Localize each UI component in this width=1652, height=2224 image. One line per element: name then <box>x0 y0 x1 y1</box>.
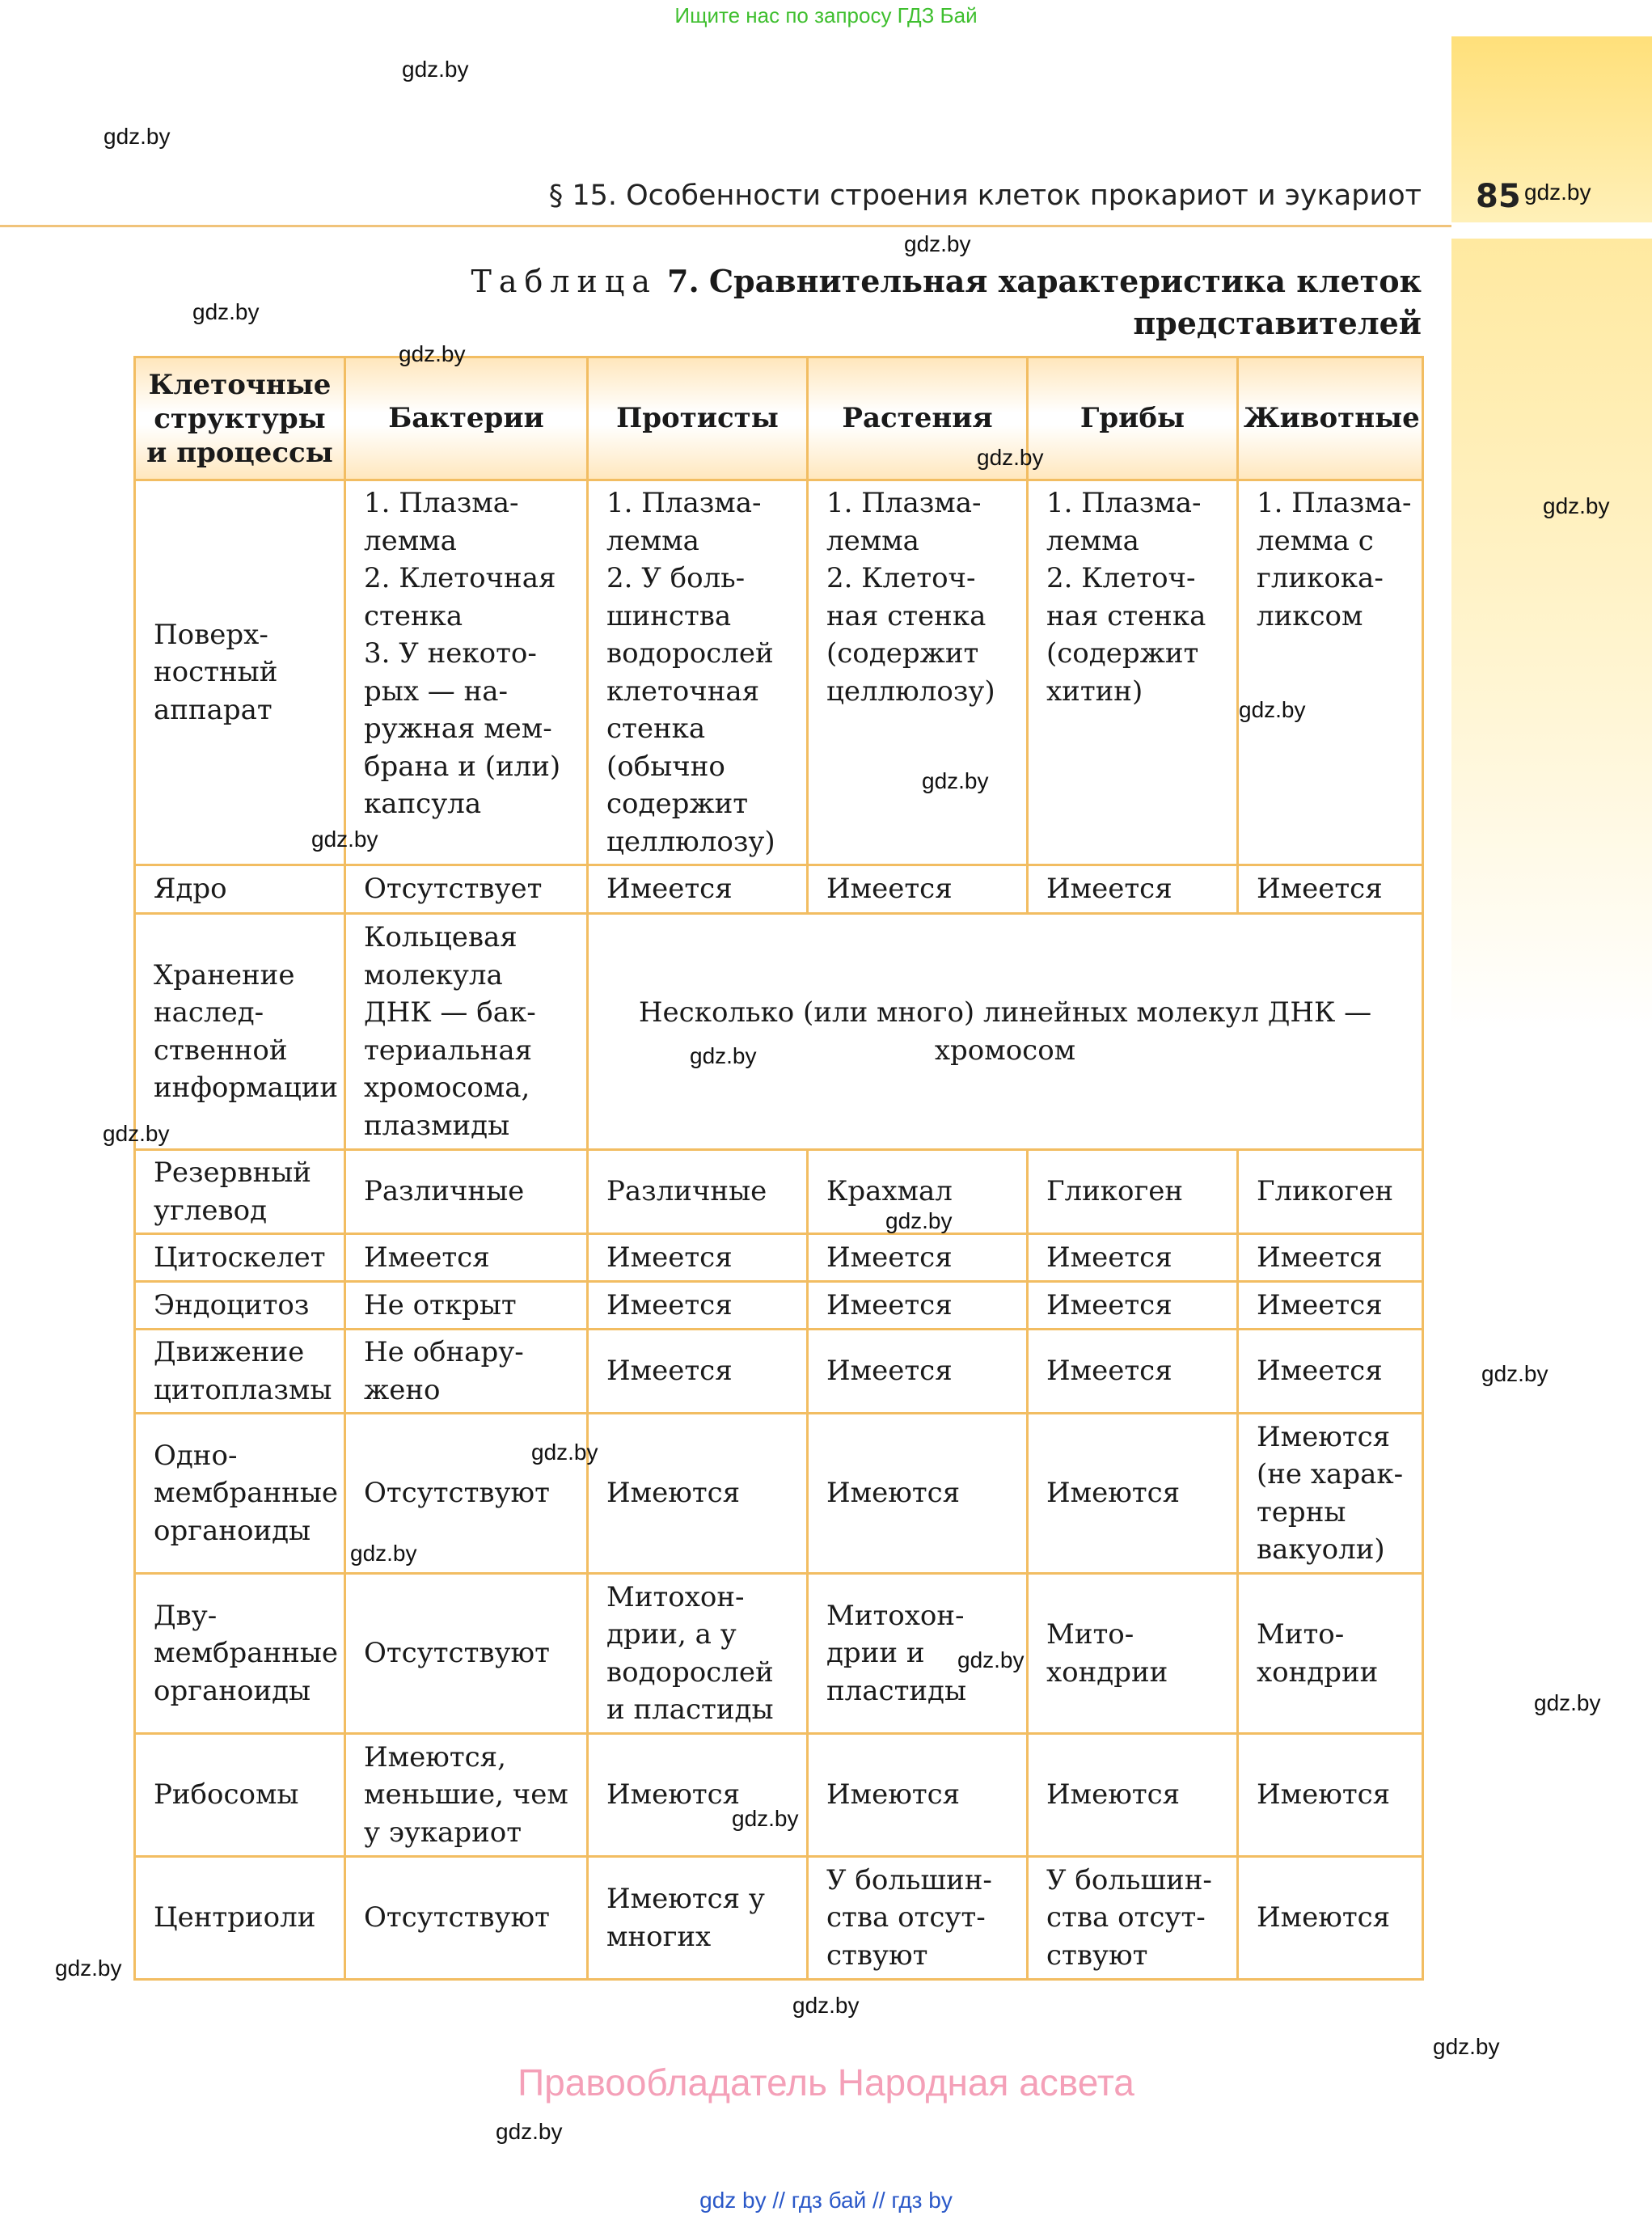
watermark-text: gdz.by <box>350 1541 417 1566</box>
table-header-row <box>135 357 1423 480</box>
table-cell: 1. Плазма- лемма с гликока- ликсом <box>1238 480 1423 865</box>
table-cell: Не открыт <box>345 1282 588 1330</box>
table-cell: Имеется <box>1028 1234 1238 1282</box>
table-cell: Имеются <box>808 1414 1028 1574</box>
table-cell: Гликоген <box>1238 1150 1423 1234</box>
watermark-text: gdz.by <box>1481 1361 1548 1386</box>
watermark-text: gdz.by <box>690 1043 757 1068</box>
table-cell: Имеется <box>345 1234 588 1282</box>
watermark-text: gdz.by <box>311 827 378 852</box>
top-banner: Ищите нас по запросу ГДЗ Бай <box>674 3 978 27</box>
caption-label: Таблица <box>471 264 657 299</box>
header-fungi: Грибы <box>1028 357 1238 480</box>
table-cell: Имеются <box>1238 1734 1423 1857</box>
watermark-text: gdz.by <box>1433 2034 1500 2059</box>
table-cell: Движение цитоплазмы <box>135 1330 345 1414</box>
watermark-text: gdz.by <box>402 57 469 82</box>
table-cell: 1. Плазма- лемма 2. У боль- шинства водорослей клеточная стенка (обычно содержит целлюлозу) <box>588 480 808 865</box>
table-row <box>135 1150 1423 1234</box>
table-row <box>135 1234 1423 1282</box>
table-cell: Имеется <box>808 865 1028 914</box>
table-cell: Имеется <box>1028 865 1238 914</box>
header-plants: Растения <box>808 357 1028 480</box>
table-cell: Имеется <box>1238 1282 1423 1330</box>
table-cell: Имеются <box>588 1414 808 1574</box>
table-row <box>135 1414 1423 1574</box>
bottom-links[interactable]: gdz by // гдз бай // гдз by <box>699 2188 953 2213</box>
watermark-text: gdz.by <box>531 1440 598 1465</box>
table-cell: Хранение наслед- ственной информации <box>135 914 345 1150</box>
watermark-text: gdz.by <box>792 1993 860 2018</box>
table-cell: Имеется <box>1238 1330 1423 1414</box>
table-cell: Имеется <box>588 1330 808 1414</box>
watermark-text: gdz.by <box>1543 493 1610 518</box>
table-cell: Имеется <box>808 1282 1028 1330</box>
watermark-text: gdz.by <box>192 299 260 324</box>
header-protists: Протисты <box>588 357 808 480</box>
header-bacteria: Бактерии <box>345 357 588 480</box>
caption-number: 7. <box>667 263 699 299</box>
table-cell: Имеется <box>588 1234 808 1282</box>
table-cell: Имеются <box>808 1734 1028 1857</box>
table-cell: Имеются (не харак- терны вакуоли) <box>1238 1414 1423 1574</box>
table-cell: Отсутствуют <box>345 1574 588 1734</box>
table-row <box>135 480 1423 865</box>
table-cell: Имеются, меньшие, чем у эукариот <box>345 1734 588 1857</box>
section-title: § 15. Особенности строения клеток прокариот и эукариот <box>548 180 1422 212</box>
table-cell: Отсутствует <box>345 865 588 914</box>
table-cell: Резервный углевод <box>135 1150 345 1234</box>
table-row <box>135 1282 1423 1330</box>
watermark-text: gdz.by <box>957 1647 1025 1672</box>
header-rule <box>0 225 1451 227</box>
table-cell: Имеется <box>1238 1234 1423 1282</box>
table-cell: Кольцевая молекула ДНК — бак- териальная хромосома, плазмиды <box>345 914 588 1150</box>
table-cell: Имеются у многих <box>588 1857 808 1980</box>
table-cell: У большин- ства отсут- ствуют <box>1028 1857 1238 1980</box>
table-cell: Ядро <box>135 865 345 914</box>
table-cell: Митохон- дрии и пластиды <box>808 1574 1028 1734</box>
table-cell: Имеются <box>1028 1734 1238 1857</box>
caption-title-line1: Сравнительная характеристика клеток представителей <box>708 263 1422 341</box>
table-cell: Различные <box>345 1150 588 1234</box>
page-margin-strip <box>1451 239 1652 1031</box>
table-cell: Имеется <box>1028 1330 1238 1414</box>
table-row <box>135 914 1423 1150</box>
table-cell: Рибосомы <box>135 1734 345 1857</box>
watermark-text: gdz.by <box>1239 697 1306 722</box>
table-cell: Центриоли <box>135 1857 345 1980</box>
table-cell: Цитоскелет <box>135 1234 345 1282</box>
table-cell: Гликоген <box>1028 1150 1238 1234</box>
watermark-text: gdz.by <box>1534 1690 1601 1715</box>
table-row <box>135 865 1423 914</box>
watermark-text: gdz.by <box>922 768 989 793</box>
table-cell: 1. Плазма- лемма 2. Клеточ- ная стенка (содержит целлюлозу) <box>808 480 1028 865</box>
table-cell: Имеются <box>1238 1857 1423 1980</box>
table-cell: Имеется <box>808 1330 1028 1414</box>
table-cell: Поверх- ностный аппарат <box>135 480 345 865</box>
table-cell: Имеются <box>588 1734 808 1857</box>
table-cell: Имеется <box>588 865 808 914</box>
table-cell-merged: Несколько (или много) линейных молекул ДНК — хромосом <box>588 914 1423 1150</box>
table-cell: Имеется <box>808 1234 1028 1282</box>
table-cell: Имеется <box>588 1282 808 1330</box>
watermark-text: gdz.by <box>732 1806 799 1831</box>
header-animals: Животные <box>1238 357 1423 480</box>
table-cell: Отсутствуют <box>345 1857 588 1980</box>
table-cell: Не обнару- жено <box>345 1330 588 1414</box>
watermark-text: gdz.by <box>1524 180 1591 205</box>
table-cell: Мито- хондрии <box>1238 1574 1423 1734</box>
watermark-text: gdz.by <box>496 2119 563 2144</box>
table-cell: Имеется <box>1028 1282 1238 1330</box>
table-cell: 1. Плазма- лемма 2. Клеточ- ная стенка (содержит хитин) <box>1028 480 1238 865</box>
comparison-table <box>133 356 1424 1981</box>
table-cell: Дву- мембранные органоиды <box>135 1574 345 1734</box>
watermark-text: gdz.by <box>977 445 1044 470</box>
table-row <box>135 1734 1423 1857</box>
table-cell: Имеются <box>1028 1414 1238 1574</box>
table-cell: Имеется <box>1238 865 1423 914</box>
table-cell: Различные <box>588 1150 808 1234</box>
watermark-text: gdz.by <box>104 124 171 149</box>
table-cell: Крахмал <box>808 1150 1028 1234</box>
header-structures: Клеточные структуры и процессы <box>135 357 345 480</box>
watermark-text: gdz.by <box>399 341 466 366</box>
watermark-text: gdz.by <box>885 1208 953 1233</box>
table-cell: Отсутствуют <box>345 1414 588 1574</box>
table-cell: 1. Плазма- лемма 2. Клеточная стенка 3. У некото- рых — на- ружная мем- брана и (или) капсула <box>345 480 588 865</box>
table-cell: Одно- мембранные органоиды <box>135 1414 345 1574</box>
table-cell: Митохон- дрии, а у водорослей и пластиды <box>588 1574 808 1734</box>
rights-holder-notice: Правообладатель Народная асвета <box>518 2061 1134 2103</box>
table-row <box>135 1857 1423 1980</box>
page-number: 85 <box>1476 178 1521 215</box>
watermark-text: gdz.by <box>904 231 971 256</box>
watermark-text: gdz.by <box>55 1956 122 1981</box>
table-row <box>135 1574 1423 1734</box>
table-cell: У большин- ства отсут- ствуют <box>808 1857 1028 1980</box>
table-cell: Мито- хондрии <box>1028 1574 1238 1734</box>
table-cell: Эндоцитоз <box>135 1282 345 1330</box>
watermark-text: gdz.by <box>103 1121 170 1146</box>
table-row <box>135 1330 1423 1414</box>
